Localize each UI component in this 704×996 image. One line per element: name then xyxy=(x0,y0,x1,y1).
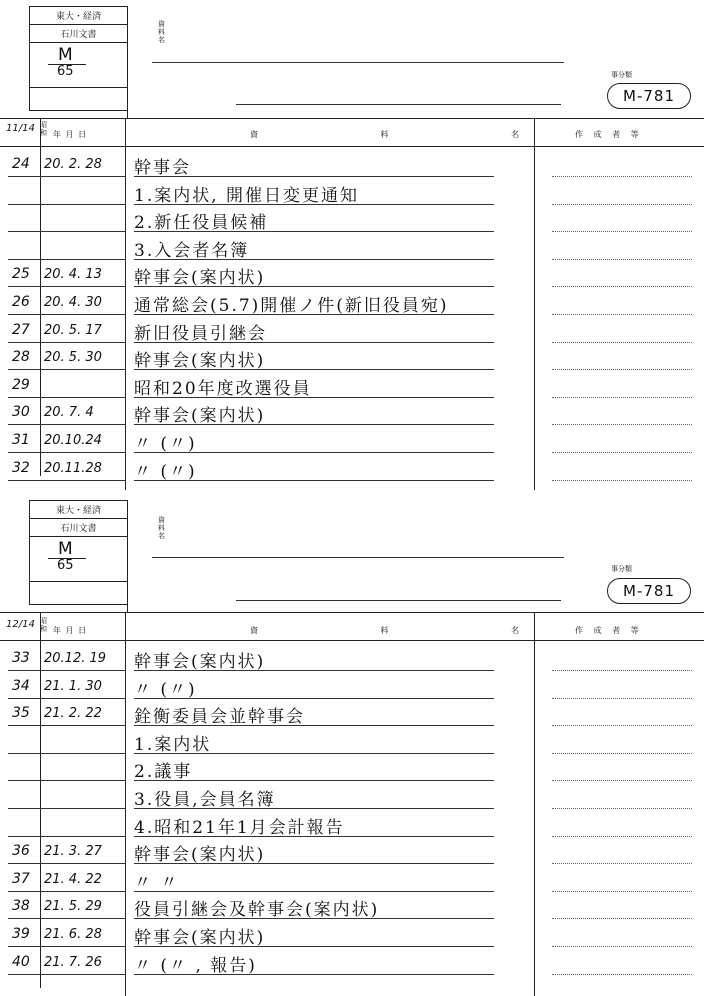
row-rule-title xyxy=(134,231,494,232)
row-rule-author xyxy=(552,780,692,781)
row-rule-left xyxy=(8,176,126,177)
row-rule-author xyxy=(552,808,692,809)
row-number: 33 xyxy=(12,650,30,666)
row-rule-title xyxy=(134,286,494,287)
archive-stamp xyxy=(29,6,128,111)
row-title: 昭和20年度改選役員 xyxy=(134,378,312,399)
header-material: 資 料 名 xyxy=(250,626,580,635)
row-rule-left xyxy=(8,259,126,260)
shiryomei-line xyxy=(152,557,564,558)
row-rule-title xyxy=(134,946,494,947)
col-author-divider xyxy=(534,118,535,490)
row-rule-left xyxy=(8,314,126,315)
header-author: 作 成 者 等 xyxy=(575,626,643,635)
row-number: 38 xyxy=(12,898,30,915)
row-title: 幹事会 xyxy=(134,158,191,178)
row-title: 3.役員,会員名簿 xyxy=(134,790,276,810)
row-rule-title xyxy=(134,918,494,919)
stamp-collection: 石川文書 xyxy=(30,25,127,43)
row-rule-title xyxy=(134,314,494,315)
row-rule-title xyxy=(134,780,494,781)
row-rule-author xyxy=(552,286,692,287)
row-rule-author xyxy=(552,670,692,671)
row-number: 40 xyxy=(12,953,30,970)
row-rule-left xyxy=(8,725,126,726)
row-title: 幹事会(案内状) xyxy=(134,406,266,427)
row-date: 21. 3. 27 xyxy=(44,844,102,860)
header-date: 年 月 日 xyxy=(53,130,88,139)
row-rule-title xyxy=(134,698,494,699)
row-rule-author xyxy=(552,698,692,699)
stamp-code xyxy=(30,43,127,88)
row-rule-author xyxy=(552,753,692,754)
bunrui-code: M-781 xyxy=(607,83,691,109)
row-rule-title xyxy=(134,204,494,205)
row-rule-left xyxy=(8,480,126,481)
row-title: 1.案内状, 開催日変更通知 xyxy=(134,185,360,206)
stamp-blank xyxy=(30,582,127,604)
table-top-rule xyxy=(0,118,704,119)
shiryomei-line-2 xyxy=(236,104,561,105)
shiryomei-line-2 xyxy=(236,600,561,601)
row-rule-author xyxy=(552,891,692,892)
row-title: 幹事会(案内状) xyxy=(134,845,266,866)
row-title: 幹事会(案内状) xyxy=(134,268,266,289)
row-rule-left xyxy=(8,863,126,864)
row-rule-left xyxy=(8,670,126,671)
row-title: 〃 (〃) xyxy=(134,679,197,700)
row-rule-author xyxy=(552,424,692,425)
col-no-divider xyxy=(40,612,41,988)
row-date: 20. 4. 13 xyxy=(44,267,102,283)
row-rule-left xyxy=(8,452,126,453)
row-number: 29 xyxy=(12,376,30,393)
row-date: 21. 5. 29 xyxy=(44,899,102,915)
header-showa: 昭和 xyxy=(40,121,47,137)
row-rule-author xyxy=(552,397,692,398)
row-rule-title xyxy=(134,259,494,260)
row-rule-left xyxy=(8,369,126,370)
row-rule-left xyxy=(8,974,126,975)
row-date: 20. 4. 30 xyxy=(44,295,102,310)
row-title: 〃 (〃) xyxy=(134,461,197,482)
row-date: 21. 1. 30 xyxy=(44,678,102,694)
row-rule-title xyxy=(134,424,494,425)
header-showa: 昭和 xyxy=(40,617,47,633)
row-rule-title xyxy=(134,836,494,837)
row-rule-title xyxy=(134,480,494,481)
row-number: 32 xyxy=(12,459,30,476)
row-rule-author xyxy=(552,974,692,975)
stamp-code-letter: M xyxy=(58,539,73,559)
stamp-code-number: 65 xyxy=(57,64,74,79)
row-rule-left xyxy=(8,397,126,398)
row-title: 〃 (〃 , 報告) xyxy=(134,955,257,976)
row-rule-left xyxy=(8,286,126,287)
header-material: 資 料 名 xyxy=(250,130,580,139)
row-rule-author xyxy=(552,231,692,232)
row-rule-title xyxy=(134,808,494,809)
table-header-rule xyxy=(0,146,704,147)
header-author: 作 成 者 等 xyxy=(575,130,643,139)
row-rule-left xyxy=(8,204,126,205)
row-rule-title xyxy=(134,863,494,864)
row-rule-title xyxy=(134,176,494,177)
row-rule-author xyxy=(552,369,692,370)
row-rule-author xyxy=(552,259,692,260)
row-title: 銓衡委員会並幹事会 xyxy=(134,707,305,728)
stamp-blank xyxy=(30,88,127,110)
row-rule-author xyxy=(552,863,692,864)
row-number: 27 xyxy=(12,321,30,338)
row-rule-author xyxy=(552,176,692,177)
header-divider xyxy=(127,500,128,612)
bunrui-code: M-781 xyxy=(607,578,691,604)
row-rule-title xyxy=(134,725,494,726)
row-title: 3.入会者名簿 xyxy=(134,240,250,261)
row-number: 34 xyxy=(12,677,30,694)
bunrui-label: 事分類 xyxy=(611,565,632,573)
row-rule-title xyxy=(134,397,494,398)
row-date: 20. 2. 28 xyxy=(44,157,102,172)
row-number: 35 xyxy=(12,705,30,722)
row-title: 役員引継会及幹事会(案内状) xyxy=(134,900,380,921)
row-rule-left xyxy=(8,342,126,343)
row-date: 21. 6. 28 xyxy=(44,927,102,942)
row-number: 37 xyxy=(12,870,30,887)
stamp-institution: 東大・経済 xyxy=(30,7,127,25)
header-date: 年 月 日 xyxy=(53,626,88,635)
row-title: 2.議事 xyxy=(134,762,193,783)
row-title: 通常総会(5.7)開催ノ件(新旧役員宛) xyxy=(134,296,449,316)
row-rule-left xyxy=(8,836,126,837)
shiryomei-label: 資料名 xyxy=(158,20,165,44)
header-divider xyxy=(127,6,128,118)
stamp-institution: 東大・経済 xyxy=(30,501,127,519)
row-number: 25 xyxy=(12,266,30,283)
row-number: 30 xyxy=(12,404,30,421)
row-rule-left xyxy=(8,918,126,919)
row-rule-left xyxy=(8,753,126,754)
row-number: 39 xyxy=(12,926,30,942)
row-title: 新旧役員引継会 xyxy=(134,323,267,344)
row-number: 24 xyxy=(12,156,30,172)
row-rule-left xyxy=(8,698,126,699)
table-header-rule xyxy=(0,640,704,641)
row-date: 21. 2. 22 xyxy=(44,706,102,722)
row-rule-title xyxy=(134,369,494,370)
row-rule-author xyxy=(552,946,692,947)
archive-stamp xyxy=(29,500,128,605)
row-rule-author xyxy=(552,314,692,315)
row-rule-author xyxy=(552,836,692,837)
row-date: 20.12. 19 xyxy=(44,651,107,666)
row-title: 〃 〃 xyxy=(134,872,180,893)
row-rule-title xyxy=(134,753,494,754)
row-rule-title xyxy=(134,452,494,453)
row-number: 28 xyxy=(12,349,30,366)
row-date: 20. 5. 17 xyxy=(44,322,102,338)
row-number: 31 xyxy=(12,432,30,448)
col-author-divider xyxy=(534,612,535,996)
row-rule-left xyxy=(8,780,126,781)
row-rule-author xyxy=(552,725,692,726)
row-date: 20.11.28 xyxy=(44,460,102,476)
row-date: 20. 7. 4 xyxy=(44,405,94,421)
row-title: 4.昭和21年1月会計報告 xyxy=(134,817,345,838)
row-rule-left xyxy=(8,424,126,425)
row-title: 1.案内状 xyxy=(134,734,212,755)
row-rule-title xyxy=(134,342,494,343)
row-rule-left xyxy=(8,808,126,809)
shiryomei-line xyxy=(152,62,564,63)
row-number: 36 xyxy=(12,843,30,860)
stamp-code-letter: M xyxy=(58,45,73,65)
row-rule-left xyxy=(8,946,126,947)
page-fraction: 12/14 xyxy=(6,619,35,630)
table-top-rule xyxy=(0,612,704,613)
row-number: 26 xyxy=(12,294,30,310)
row-rule-author xyxy=(552,204,692,205)
row-title: 〃 (〃) xyxy=(134,434,197,454)
row-rule-author xyxy=(552,452,692,453)
row-title: 幹事会(案内状) xyxy=(134,928,266,948)
row-rule-left xyxy=(8,231,126,232)
row-title: 2.新任役員候補 xyxy=(134,213,269,234)
row-rule-author xyxy=(552,342,692,343)
row-date: 21. 7. 26 xyxy=(44,954,102,970)
row-rule-title xyxy=(134,891,494,892)
stamp-code-number: 65 xyxy=(57,558,74,573)
row-rule-author xyxy=(552,918,692,919)
row-title: 幹事会(案内状) xyxy=(134,351,266,372)
shiryomei-label: 資料名 xyxy=(158,516,165,540)
row-rule-title xyxy=(134,974,494,975)
bunrui-label: 事分類 xyxy=(611,71,632,79)
row-rule-author xyxy=(552,480,692,481)
col-no-divider xyxy=(40,118,41,476)
row-rule-title xyxy=(134,670,494,671)
row-rule-left xyxy=(8,891,126,892)
stamp-collection: 石川文書 xyxy=(30,519,127,537)
row-date: 21. 4. 22 xyxy=(44,871,102,887)
stamp-code xyxy=(30,537,127,582)
row-title: 幹事会(案内状) xyxy=(134,652,266,672)
row-date: 20. 5. 30 xyxy=(44,350,102,366)
row-date: 20.10.24 xyxy=(44,433,102,448)
col-date-divider xyxy=(125,118,126,490)
page-fraction: 11/14 xyxy=(6,123,35,134)
